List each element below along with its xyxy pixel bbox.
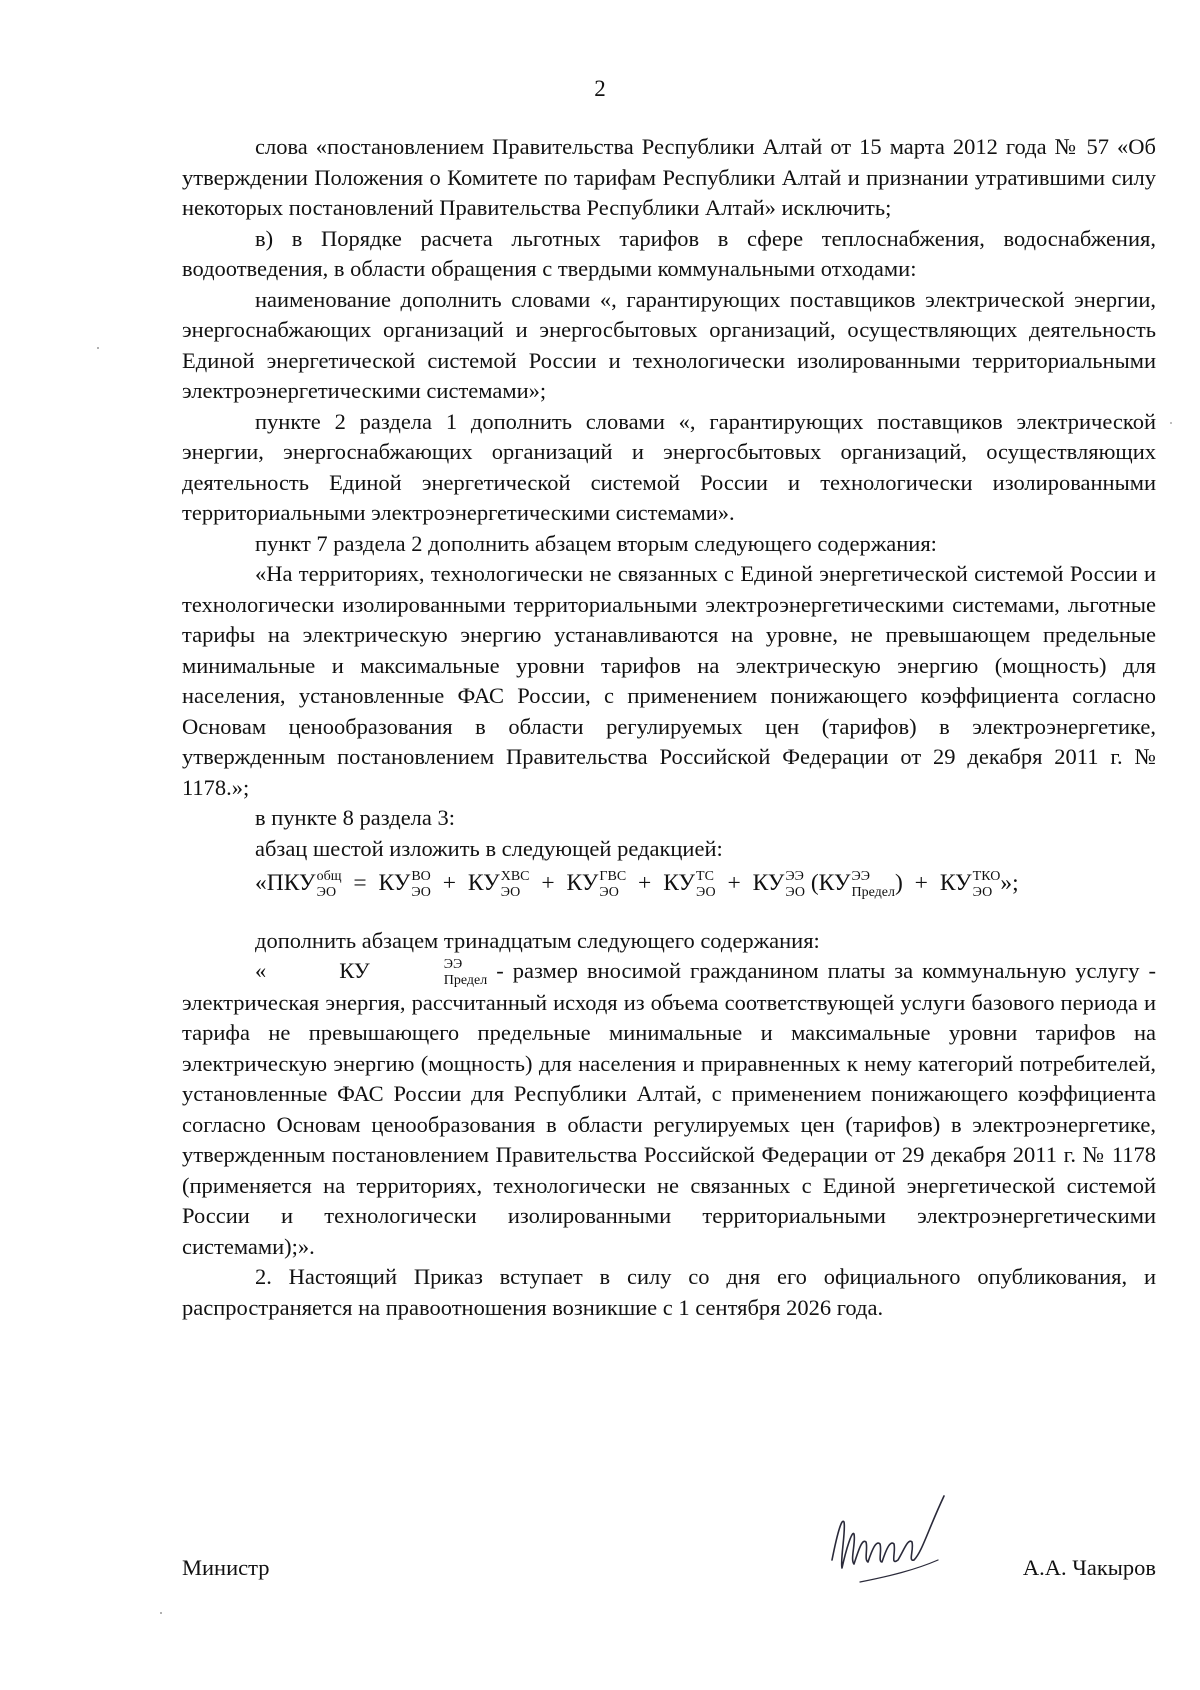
paragraph: пункте 2 раздела 1 дополнить словами «, гарантирующих поставщиков электрической энергии, энергоснабжающих организаций и энергосбытовых организаций, осуществляющих деятельность Единой энергетической системой России и технологически изолированными территориальными электроэнергетическими системами». bbox=[182, 408, 1156, 525]
document-body bbox=[182, 132, 1156, 1323]
page-number: 2 bbox=[594, 76, 606, 101]
signer-name: А.А. Чакыров bbox=[1022, 1555, 1156, 1580]
formula-equals: = bbox=[353, 870, 367, 896]
paragraph: абзац шестой изложить в следующей редакцией: bbox=[255, 835, 723, 861]
signer-title: Министр bbox=[182, 1555, 270, 1580]
formula-plus: + bbox=[638, 870, 652, 896]
paragraph: в пункте 8 раздела 3: bbox=[255, 805, 456, 830]
formula-term: КУ ХВС ЭО bbox=[467, 868, 530, 900]
paragraph: наименование дополнить словами «, гарантирующих поставщиков электрической энергии, энергоснабжающих организаций и энергосбытовых организаций, осуществляющих деятельность Единой энергетической системой России и технологически изолированными территориальными электроэнергетическими системами»; bbox=[182, 286, 1156, 403]
formula-plus: + bbox=[541, 870, 555, 896]
scan-speck bbox=[95, 345, 101, 351]
scan-speck bbox=[1168, 420, 1174, 426]
formula-plus: + bbox=[914, 870, 928, 896]
formula-lhs: ПКУ общ ЭО bbox=[266, 868, 342, 900]
formula-close: »; bbox=[1000, 870, 1019, 896]
closing-paragraph: 2. Настоящий Приказ вступает в силу со дня его официального опубликования, и распространяется на правоотношения возникшие с 1 сентября 2026 года. bbox=[182, 1264, 1156, 1320]
paragraph: пункт 7 раздела 2 дополнить абзацем вторым следующего содержания: bbox=[255, 530, 937, 556]
formula-paren-close: ) bbox=[894, 870, 903, 896]
handwritten-signature bbox=[820, 1490, 960, 1590]
formula-paren-open: ( bbox=[810, 870, 819, 896]
formula bbox=[182, 868, 1156, 900]
paragraph: «На территориях, технологически не связанных с Единой энергетической системой России и технологически изолированными территориальными электроэнергетическими системами, льготные тарифы на электрическую энергию устанавливаются на уровне, не превышающем предельные минимальные и максимальные уровни тарифов на электрическую энергию (мощность) для населения, установленные ФАС России, с применением понижающего коэффициента согласно Основам ценообразования в области регулируемых цен (тарифов) в электроэнергетике, утвержденным постановлением Правительства Российской Федерации от 29 декабря 2011 г. № 1178.»; bbox=[182, 561, 1156, 800]
formula-term: КУ ВО ЭО bbox=[378, 868, 431, 900]
paragraph: дополнить абзацем тринадцатым следующего содержания: bbox=[255, 927, 820, 953]
formula-plus: + bbox=[727, 870, 741, 896]
formula-open-quote: « bbox=[255, 870, 267, 896]
formula-term: КУ ЭЭ ЭО bbox=[752, 868, 805, 900]
formula-term: КУ ТКО ЭО bbox=[939, 868, 1001, 900]
paragraph: в) в Порядке расчета льготных тарифов в сфере теплоснабжения, водоснабжения, водоотведения, в области обращения с твердыми коммунальными отходами: bbox=[182, 225, 1156, 281]
definition-text: - размер вносимой гражданином платы за коммунальную услугу - электрическая энергия, рассчитанный исходя из объема соответствующей услуги базового периода и тарифа не превышающего предельные минимальные и максимальные уровни тарифов на электрическую энергию (мощность) для населения и приравненных к нему категорий потребителей, установленные ФАС России для Республики Алтай, с применением понижающего коэффициента согласно Основам ценообразования в области регулируемых цен (тарифов) в электроэнергетике, утвержденным постановлением Правительства Российской Федерации от 29 декабря 2011 г. № 1178 (применяется на территориях, технологически не связанных с Единой энергетической системой России и технологически изолированными территориальными электроэнергетическими системами);». bbox=[182, 958, 1156, 1259]
formula-term: КУ ГВС ЭО bbox=[566, 868, 627, 900]
paragraph: слова «постановлением Правительства Республики Алтай от 15 марта 2012 года № 57 «Об утверждении Положения о Комитете по тарифам Республики Алтай и признании утратившими силу некоторых постановлений Правительства Республики Алтай» исключить; bbox=[182, 134, 1156, 220]
definition-paragraph: « КУ ЭЭ Предел - размер вносимой гражданином платы за коммунальную услугу - электрическая энергия, рассчитанный исходя из объема соответствующей услуги базового периода и тарифа не превышающего предельные минимальные и максимальные уровни тарифов на электрическую энергию (мощность) для населения и приравненных к нему категорий потребителей, установленные ФАС России для Республики Алтай, с применением понижающего коэффициента согласно Основам ценообразования в области регулируемых цен (тарифов) в электроэнергетике, утвержденным постановлением Правительства Российской Федерации от 29 декабря 2011 г. № 1178 (применяется на территориях, технологически не связанных с Единой энергетической системой России и технологически изолированными территориальными электроэнергетическими системами);». bbox=[182, 956, 1156, 1259]
formula-term: КУ ТС ЭО bbox=[663, 868, 716, 900]
scan-speck bbox=[158, 1610, 164, 1616]
formula-paren-term: КУ ЭЭ Предел bbox=[818, 868, 895, 900]
definition-symbol: КУ ЭЭ Предел bbox=[339, 956, 488, 988]
formula-plus: + bbox=[442, 870, 457, 896]
